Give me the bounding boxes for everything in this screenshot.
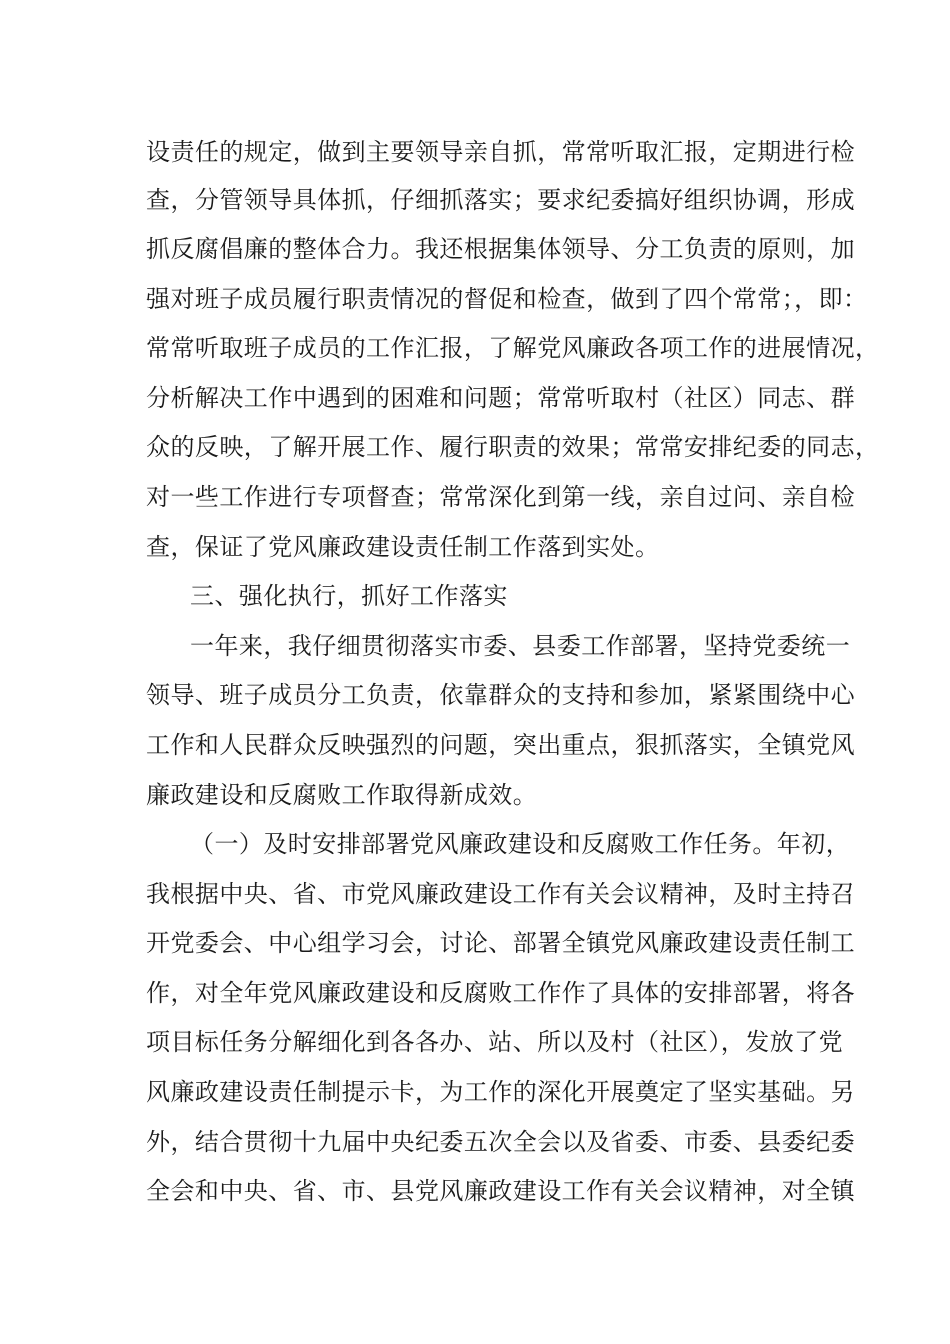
subsection-heading: （一）及时安排部署党风廉政建设和反腐败工作任务。年初， bbox=[190, 830, 851, 858]
text-line: 设责任的规定，做到主要领导亲自抓，常常听取汇报，定期进行检 bbox=[146, 138, 856, 166]
text-line: 我根据中央、省、市党风廉政建设工作有关会议精神，及时主持召 bbox=[146, 880, 856, 908]
text-line: 领导、班子成员分工负责，依靠群众的支持和参加，紧紧围绕中心 bbox=[146, 681, 856, 709]
text-line: 抓反腐倡廉的整体合力。我还根据集体领导、分工负责的原则，加 bbox=[146, 235, 856, 263]
text-line: 众的反映，了解开展工作、履行职责的效果；常常安排纪委的同志， bbox=[146, 433, 880, 461]
text-line: 常常听取班子成员的工作汇报，了解党风廉政各项工作的进展情况， bbox=[146, 334, 880, 362]
text-line: 一年来，我仔细贯彻落实市委、县委工作部署，坚持党委统一 bbox=[190, 632, 851, 660]
text-line: 外，结合贯彻十九届中央纪委五次全会以及省委、市委、县委纪委 bbox=[146, 1128, 856, 1156]
text-line: 查，保证了党风廉政建设责任制工作落到实处。 bbox=[146, 533, 660, 561]
text-line: 开党委会、中心组学习会，讨论、部署全镇党风廉政建设责任制工 bbox=[146, 929, 856, 957]
text-line: 对一些工作进行专项督查；常常深化到第一线，亲自过问、亲自检 bbox=[146, 483, 856, 511]
text-line: 作，对全年党风廉政建设和反腐败工作作了具体的安排部署，将各 bbox=[146, 979, 856, 1007]
text-line: 风廉政建设责任制提示卡，为工作的深化开展奠定了坚实基础。另 bbox=[146, 1078, 856, 1106]
text-line: 强对班子成员履行职责情况的督促和检查，做到了四个常常；，即： bbox=[146, 285, 868, 313]
section-heading: 三、强化执行，抓好工作落实 bbox=[190, 582, 508, 610]
text-line: 项目标任务分解细化到各各办、站、所以及村（社区），发放了党 bbox=[146, 1028, 844, 1056]
text-line: 分析解决工作中遇到的困难和问题；常常听取村（社区）同志、群 bbox=[146, 384, 856, 412]
text-line: 廉政建设和反腐败工作取得新成效。 bbox=[146, 781, 538, 809]
text-line: 全会和中央、省、市、县党风廉政建设工作有关会议精神，对全镇 bbox=[146, 1177, 856, 1205]
text-line: 查，分管领导具体抓，仔细抓落实；要求纪委搞好组织协调，形成 bbox=[146, 186, 856, 214]
text-line: 工作和人民群众反映强烈的问题，突出重点，狠抓落实，全镇党风 bbox=[146, 731, 856, 759]
